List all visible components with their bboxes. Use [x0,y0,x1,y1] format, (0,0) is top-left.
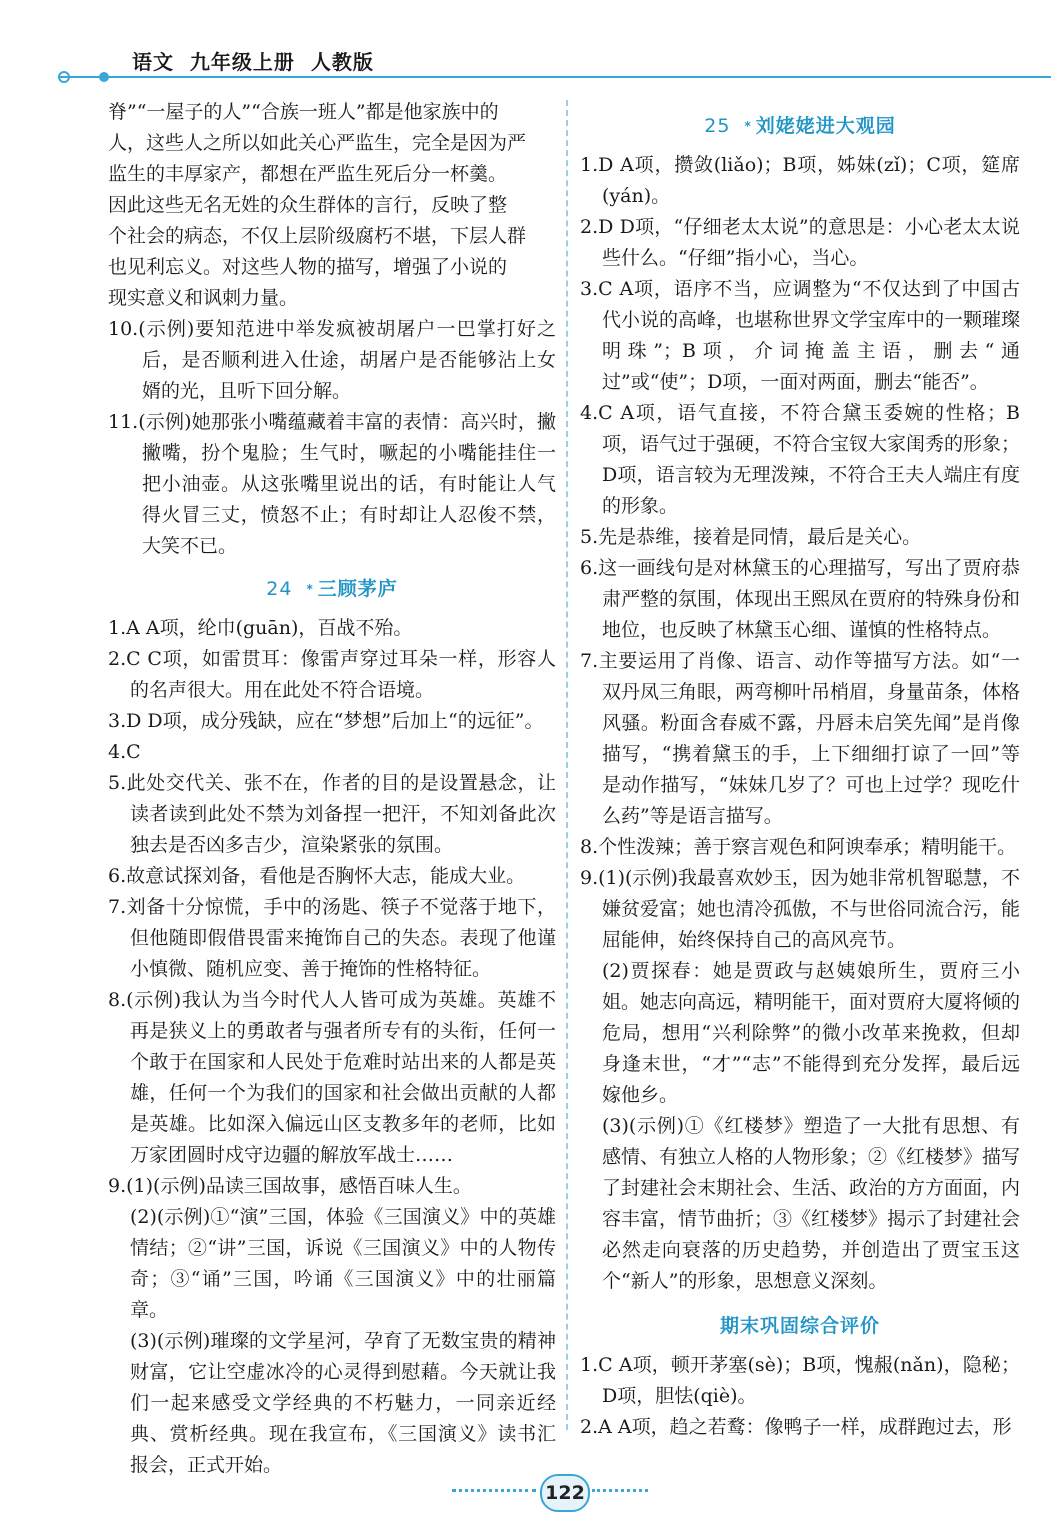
text-line: 因此这些无名无姓的众生群体的言行，反映了整 [108,194,508,216]
text-line: 现实意义和讽刺力量。 [108,287,299,309]
footer-dots-right [592,1489,648,1492]
answer-subitem: (3)(示例)璀璨的文学星河，孕育了无数宝贵的精神财富，它让空虚冰冷的心灵得到慰藉。今天就让我们一起来感受文学经典的不朽魅力，一同亲近经典、赏析经典。现在我宣布，《三国演义》读书汇报会，正式开始。 [130,1330,556,1476]
answer-item: 2.A A项，趋之若鹜：像鸭子一样，成群跑过去，形 [580,1416,1012,1438]
star-mark: * [306,582,314,596]
final-review-title [580,1311,1020,1342]
section-number: 25 [704,115,731,137]
section-24-title [108,574,556,605]
answer-item: 7.刘备十分惊慌，手中的汤匙、筷子不觉落于地下，但他随即假借畏雷来掩饰自己的失态。表现了他谨小慎微、随机应变、善于掩饰的性格特征。 [108,896,556,980]
answer-item: 6.这一画线句是对林黛玉的心理描写，写出了贾府恭肃严整的氛围，体现出王熙凤在贾府的特殊身份和地位，也反映了林黛玉心细、谨慎的性格特点。 [580,557,1021,641]
star-mark: * [744,119,752,133]
section-25-title [580,111,1020,142]
answer-item: 4.C [108,741,141,763]
text-line: 监生的丰厚家产，都想在严监生死后分一杯羹。 [108,163,508,185]
answer-item: 6.故意试探刘备，看他是否胸怀大志，能成大业。 [108,865,526,887]
answer-item: 3.C A项，语序不当，应调整为“不仅达到了中国古代小说的高峰，也堪称世界文学宝库中的一颗璀璨明珠”；B项，介词掩盖主语，删去“通过”或“使”；D项，一面对两面，删去“能否”。 [580,278,1021,393]
answer-10: 10.(示例)要知范进中举发疯被胡屠户一巴掌打好之后，是否顺利进入仕途，胡屠户是否能够沾上女婿的光，且听下回分解。 [108,318,556,402]
footer-dots-left [452,1489,536,1492]
header-rule [58,76,1051,78]
page-header [0,0,1051,100]
text-line: 个社会的病态，不仅上层阶级腐朽不堪，下层人群 [108,225,527,247]
answer-item: 8.(示例)我认为当今时代人人皆可成为英雄。英雄不再是狭义上的勇敢者与强者所专有的头衔，任何一个敢于在国家和人民处于危难时站出来的人都是英雄，任何一个为我们的国家和社会做出贡献的人都是英雄。比如深入偏远山区支教多年的老师，比如万家团圆时戍守边疆的解放军战士…… [108,989,556,1166]
answer-item: 5.先是恭维，接着是同情，最后是关心。 [580,526,922,548]
right-column [580,97,1020,1443]
answer-item: 4.C A项，语气直接，不符合黛玉委婉的性格；B项，语气过于强硬，不符合宝钗大家闺秀的形象；D项，语言较为无理泼辣，不符合王夫人端庄有度的形象。 [580,402,1021,517]
section-name: 三顾茅庐 [317,578,398,600]
column-divider [566,100,568,1430]
answer-item: 9.(1)(示例)我最喜欢妙玉，因为她非常机智聪慧，不嫌贫爱富；她也清冷孤傲，不与世俗同流合污，能屈能伸，始终保持自己的高风亮节。 [580,867,1021,951]
page-number: 122 [540,1474,590,1512]
answer-11: 11.(示例)她那张小嘴蕴藏着丰富的表情：高兴时，撇撇嘴，扮个鬼脸；生气时，噘起的小嘴能挂住一把小油壶。从这张嘴里说出的话，有时能让人气得火冒三丈，愤怒不止；有时却让人忍俊不禁，大笑不已。 [108,411,556,557]
book-title: 语文 九年级上册 人教版 [132,50,374,74]
section-name: 期末巩固综合评价 [719,1315,880,1337]
section-number: 24 [266,578,293,600]
answer-subitem: (3)(示例)①《红楼梦》塑造了一大批有思想、有感情、有独立人格的人物形象；②《红楼梦》描写了封建社会末期社会、生活、政治的方方面面，内容丰富，情节曲折；③《红楼梦》揭示了封建社会必然走向衰落的历史趋势，并创造出了贾宝玉这个“新人”的形象，思想意义深刻。 [602,1115,1021,1292]
left-column [108,97,556,1481]
answer-item: 3.D D项，成分残缺，应在“梦想”后加上“的远征”。 [108,710,544,732]
answer-item: 9.(1)(示例)品读三国故事，感悟百味人生。 [108,1175,472,1197]
text-line: 人，这些人之所以如此关心严监生，完全是因为严 [108,132,527,154]
answer-item: 1.C A项，顿开茅塞(sè)；B项，愧赧(nǎn)，隐秘；D项，胆怯(qiè)。 [580,1354,1020,1407]
text-line: 也见利忘义。对这些人物的描写，增强了小说的 [108,256,508,278]
answer-item: 2.D D项，“仔细老太太说”的意思是：小心老太太说些什么。“仔细”指小心，当心。 [580,216,1020,269]
answer-item: 7.主要运用了肖像、语言、动作等描写方法。如“一双丹凤三角眼，两弯柳叶吊梢眉，身量苗条，体格风骚。粉面含春威不露，丹唇未启笑先闻”是肖像描写，“携着黛玉的手，上下细细打谅了一回”等是动作描写，“妹妹几岁了？可也上过学？现吃什么药”等是语言描写。 [580,650,1021,827]
text-line: 脊”“一屋子的人”“合族一班人”都是他家族中的 [108,101,499,123]
answer-subitem: (2)(示例)①“演”三国，体验《三国演义》中的英雄情结；②“讲”三国，诉说《三国演义》中的人物传奇；③“诵”三国，吟诵《三国演义》中的壮丽篇章。 [130,1206,556,1321]
answer-item: 8.个性泼辣；善于察言观色和阿谀奉承；精明能干。 [580,836,1017,858]
answer-subitem: (2)贾探春：她是贾政与赵姨娘所生，贾府三小姐。她志向高远，精明能干，面对贾府大厦将倾的危局，想用“兴利除弊”的微小改革来挽救，但却身逢末世，“才”“志”不能得到充分发挥，最后远嫁他乡。 [602,960,1021,1106]
answer-item: 1.D A项，攒敛(liǎo)；B项，姊妹(zǐ)；C项，筵席(yán)。 [580,154,1020,207]
page-footer [0,1466,1051,1526]
section-name: 刘姥姥进大观园 [755,115,896,137]
answer-item: 1.A A项，纶巾(guān)，百战不殆。 [108,617,413,639]
answer-item: 5.此处交代关、张不在，作者的目的是设置悬念，让读者读到此处不禁为刘备捏一把汗，不知刘备此次独去是否凶多吉少，渲染紧张的氛围。 [108,772,556,856]
answer-item: 2.C C项，如雷贯耳：像雷声穿过耳朵一样，形容人的名声很大。用在此处不符合语境。 [108,648,556,701]
